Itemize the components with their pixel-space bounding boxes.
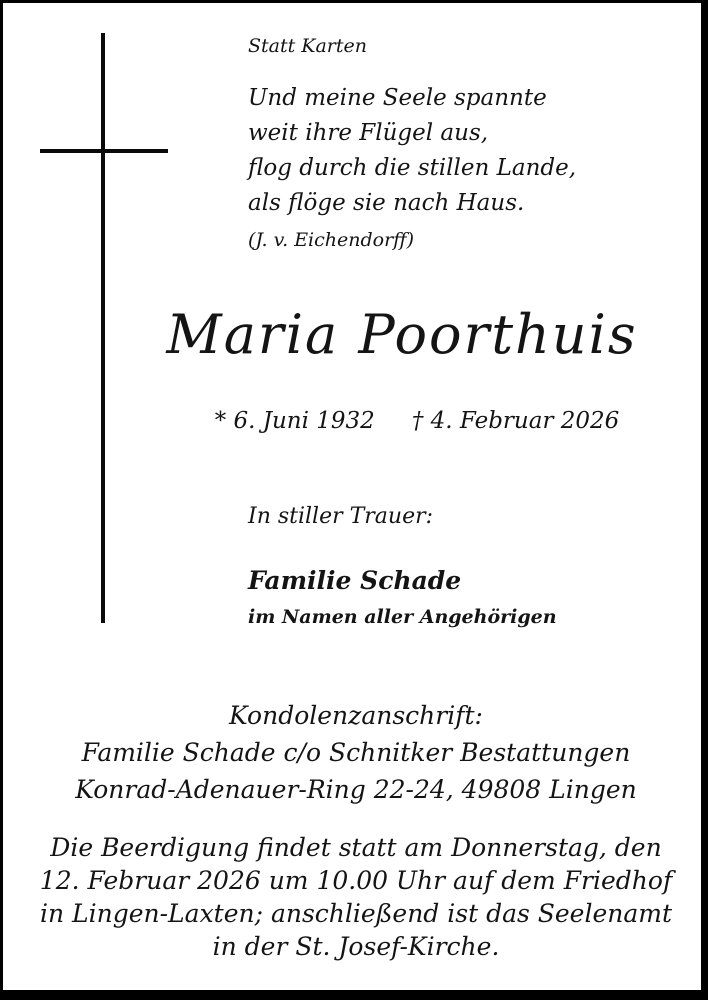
- funeral-line: in der St. Josef-Kirche.: [212, 932, 500, 961]
- deceased-name: Maria Poorthuis: [166, 303, 638, 366]
- death-date: † 4. Februar 2026: [411, 408, 620, 434]
- poem-line: als flöge sie nach Haus.: [248, 190, 525, 216]
- poem-line: flog durch die stillen Lande,: [248, 155, 577, 181]
- funeral-line: 12. Februar 2026 um 10.00 Uhr auf dem Friedhof: [39, 866, 673, 895]
- poem-line: weit ihre Flügel aus,: [248, 120, 489, 146]
- cross-horizontal-bar: [40, 149, 168, 153]
- poem-line: Und meine Seele spannte: [248, 85, 547, 111]
- mourning-intro: In stiller Trauer:: [248, 504, 434, 529]
- on-behalf-label: im Namen aller Angehörigen: [248, 606, 557, 628]
- condolence-line: Familie Schade c/o Schnitker Bestattungen: [81, 738, 631, 767]
- poem-attribution: (J. v. Eichendorff): [248, 229, 415, 251]
- birth-date: * 6. Juni 1932: [214, 408, 375, 434]
- funeral-line: Die Beerdigung findet statt am Donnerstag, den: [50, 833, 662, 862]
- mourning-family-name: Familie Schade: [248, 566, 462, 595]
- life-dates: [133, 405, 701, 437]
- funeral-line: in Lingen-Laxten; anschließend ist das Seelenamt: [39, 899, 673, 928]
- condolence-block: [11, 697, 701, 808]
- condolence-line: Konrad-Adenauer-Ring 22-24, 49808 Lingen: [75, 775, 637, 804]
- funeral-info-block: [11, 831, 701, 963]
- condolence-heading: Kondolenzanschrift:: [229, 701, 483, 730]
- statt-karten-label: Statt Karten: [248, 35, 368, 57]
- poem: [248, 81, 576, 221]
